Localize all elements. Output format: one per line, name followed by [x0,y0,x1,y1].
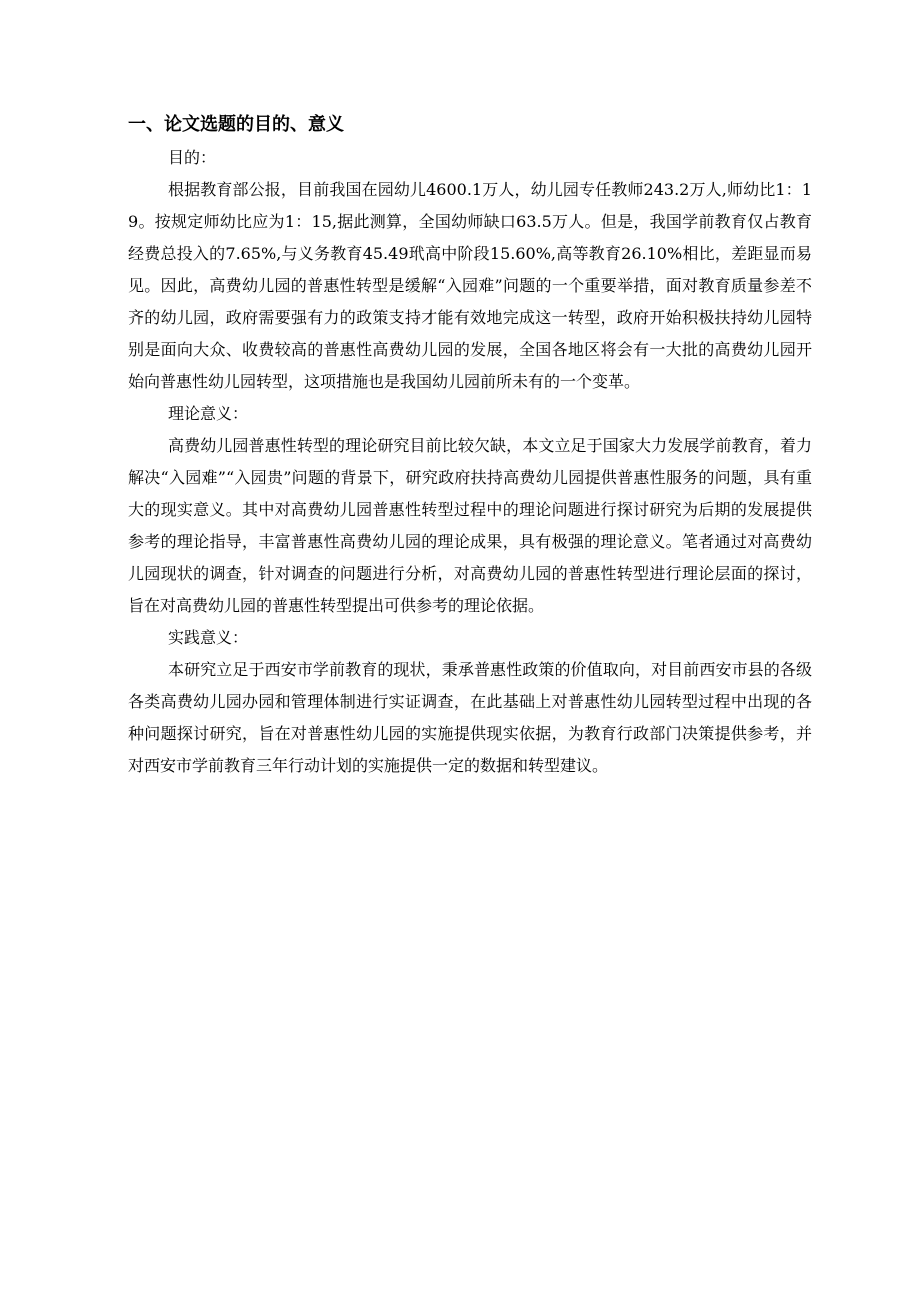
practice-paragraph: 本研究立足于西安市学前教育的现状，秉承普惠性政策的价值取向，对目前西安市县的各级各类高费幼儿园办园和管理体制进行实证调查，在此基础上对普惠性幼儿园转型过程中出现的各种问题探讨研究，旨在对普惠性幼儿园的实施提供现实依据，为教育行政部门决策提供参考，并对西安市学前教育三年行动计划的实施提供一定的数据和转型建议。 [128,660,812,775]
theory-label: 理论意义： [168,404,249,423]
document-body [128,110,812,782]
section-heading: 一、论文选题的目的、意义 [128,114,344,135]
practice-label: 实践意义： [168,628,249,647]
purpose-paragraph: 根据教育部公报，目前我国在园幼儿4600.1万人，幼儿园专任教师243.2万人,师幼比1：19。按规定师幼比应为1：15,据此测算，全国幼师缺口63.5万人。但是，我国学前教育仅占教育经费总投入的7.65%,与义务教育45.49玳高中阶段15.60%,高等教育26.10%相比，差距显而易见。因此，高费幼儿园的普惠性转型是缓解“入园难”问题的一个重要举措，面对教育质量参差不齐的幼儿园，政府需要强有力的政策支持才能有效地完成这一转型，政府开始积极扶持幼儿园特别是面向大众、收费较高的普惠性高费幼儿园的发展，全国各地区将会有一大批的高费幼儿园开始向普惠性幼儿园转型，这项措施也是我国幼儿园前所未有的一个变革。 [128,180,812,391]
purpose-label: 目的： [168,148,217,167]
theory-paragraph: 高费幼儿园普惠性转型的理论研究目前比较欠缺，本文立足于国家大力发展学前教育，着力解决“入园难”“入园贵”问题的背景下，研究政府扶持高费幼儿园提供普惠性服务的问题，具有重大的现实意义。其中对高费幼儿园普惠性转型过程中的理论问题进行探讨研究为后期的发展提供参考的理论指导，丰富普惠性高费幼儿园的理论成果，具有极强的理论意义。笔者通过对高费幼儿园现状的调查，针对调查的问题进行分析，对高费幼儿园的普惠性转型进行理论层面的探讨，旨在对高费幼儿园的普惠性转型提出可供参考的理论依据。 [128,436,812,615]
